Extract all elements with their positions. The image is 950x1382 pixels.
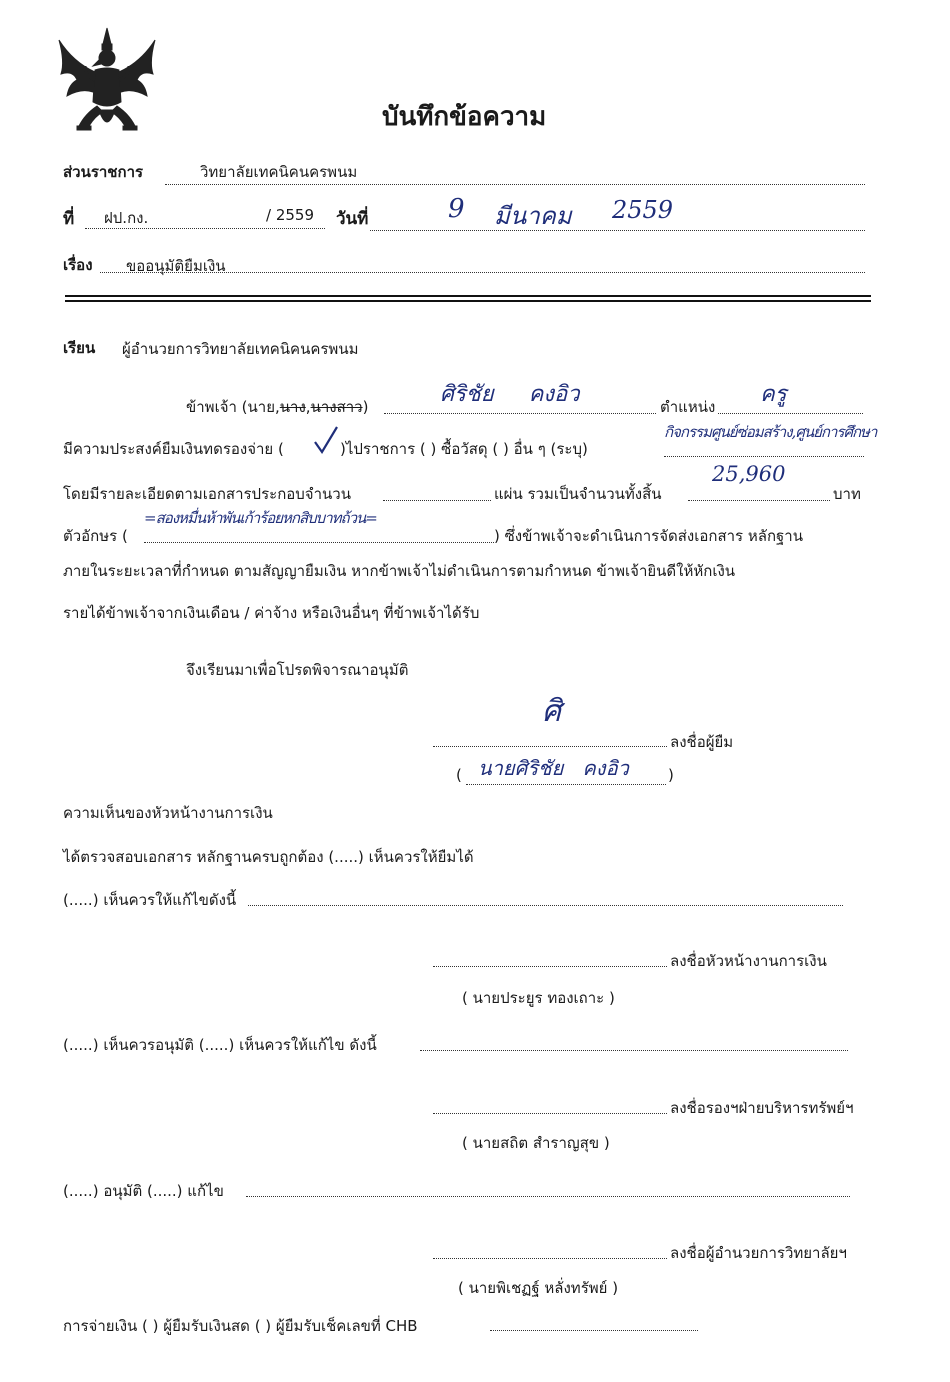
number-value: ฝป.กง. [104, 209, 149, 227]
purpose-line-options: )ไปราชการ ( ) ซื้อวัสดุ ( ) อื่น ๆ (ระบุ) [340, 440, 588, 458]
director-sign-dotted-line [433, 1258, 667, 1259]
borrower-name-close-paren: ) [668, 766, 674, 784]
total-dotted-line [688, 500, 830, 501]
borrower-signature: ศิ [542, 694, 562, 729]
department-dotted-line [165, 184, 865, 185]
borrower-name-open-paren: ( [456, 766, 462, 784]
finance-revise-dotted-line [248, 905, 843, 906]
addressee-value: ผู้อำนวยการวิทยาลัยเทคนิคนครพนม [122, 340, 359, 358]
number-year: / 2559 [266, 206, 314, 224]
date-year-handwritten: 2559 [612, 196, 674, 224]
header-double-rule-bottom [65, 300, 871, 302]
header-double-rule-top [65, 295, 871, 297]
applicant-name-dotted-line [384, 413, 656, 414]
subject-value: ขออนุมัติยืมเงิน [126, 257, 226, 275]
applicant-line [186, 395, 368, 419]
borrower-printed-dotted-line [466, 784, 666, 785]
garuda-emblem-icon [55, 22, 159, 140]
finance-officer-name: ( นายประยูร ทองเถาะ ) [462, 989, 615, 1007]
title-comma: , [305, 398, 311, 416]
borrower-sign-label: ลงชื่อผู้ยืม [670, 733, 734, 751]
terms-line-2: รายได้ข้าพเจ้าจากเงินเดือน / ค่าจ้าง หรือเงินอื่นๆ ที่ข้าพเจ้าได้รับ [63, 604, 480, 622]
amount-handwritten: 25,960 [712, 462, 786, 486]
department-value: วิทยาลัยเทคนิคนครพนม [200, 163, 358, 181]
director-decision-line: (.....) อนุมัติ (.....) แก้ไข [63, 1182, 224, 1200]
date-day-handwritten: 9 [448, 194, 465, 224]
deputy-opinion-dotted-line [420, 1050, 848, 1051]
cheque-number-dotted-line [490, 1330, 698, 1331]
document-count-dotted-line [383, 500, 491, 501]
director-decision-dotted-line [246, 1196, 850, 1197]
purpose-line-prefix: มีความประสงค์ยืมเงินทดรองจ่าย ( [63, 440, 284, 458]
borrower-name-handwritten: ศิริชัย คงอิว [440, 382, 580, 407]
purpose-dotted-line [664, 456, 864, 457]
deputy-sign-dotted-line [433, 1113, 667, 1114]
amount-text-prefix: ตัวอักษร ( [63, 527, 128, 545]
borrower-printed-name-handwritten: นายศิริชัย คงอิว [478, 756, 629, 780]
title-option-nangsao: นางสาว [310, 398, 363, 416]
closing-text: จึงเรียนมาเพื่อโปรดพิจารณาอนุมัติ [186, 661, 409, 679]
date-dotted-line [370, 230, 865, 231]
subject-dotted-line [100, 272, 865, 273]
purpose-handwritten: กิจกรรมศูนย์ซ่อมสร้าง,ศูนย์การศึกษา [664, 423, 877, 441]
title-option-nang: นาง [279, 398, 306, 416]
title-close: ) [362, 398, 369, 416]
deputy-sign-label: ลงชื่อรองฯฝ่ายบริหารทรัพย์ฯ [670, 1099, 854, 1117]
position-handwritten: ครู [760, 382, 787, 407]
position-label: ตำแหน่ง [660, 398, 716, 416]
finance-heading: ความเห็นของหัวหน้างานการเงิน [63, 804, 273, 822]
document-title: บันทึกข้อความ [382, 102, 547, 132]
deputy-name: ( นายสถิต สำราญสุข ) [462, 1134, 610, 1152]
finance-check-line: ได้ตรวจสอบเอกสาร หลักฐานครบถูกต้อง (.....) เห็นควรให้ยืมได้ [63, 848, 474, 866]
number-dotted-line [85, 228, 325, 229]
position-dotted-line [718, 413, 863, 414]
checkmark-icon [312, 424, 340, 456]
director-sign-label: ลงชื่อผู้อำนวยการวิทยาลัยฯ [670, 1244, 847, 1262]
addressee-label: เรียน [63, 339, 96, 357]
amount-text-dotted-line [144, 542, 494, 543]
deputy-opinion-line: (.....) เห็นควรอนุมัติ (.....) เห็นควรให้แก้ไข ดังนี้ [63, 1036, 377, 1054]
applicant-prefix: ข้าพเจ้า (นาย, [186, 398, 280, 416]
terms-line-1: ภายในระยะเวลาที่กำหนด ตามสัญญายืมเงิน หากข้าพเจ้าไม่ดำเนินการตามกำหนด ข้าพเจ้ายินดีให้หักเงิน [63, 562, 736, 580]
finance-sign-dotted-line [433, 966, 667, 967]
finance-sign-label: ลงชื่อหัวหน้างานการเงิน [670, 952, 827, 970]
finance-revise-line: (.....) เห็นควรให้แก้ไขดังนี้ [63, 891, 237, 909]
payment-method-line: การจ่ายเงิน ( ) ผู้ยืมรับเงินสด ( ) ผู้ยืมรับเช็คเลขที่ CHB [63, 1317, 418, 1335]
borrower-sign-dotted-line [433, 746, 667, 747]
document-count-label: โดยมีรายละเอียดตามเอกสารประกอบจำนวน [63, 485, 351, 503]
amount-text-suffix: ) ซึ่งข้าพเจ้าจะดำเนินการจัดส่งเอกสาร หลักฐาน [494, 527, 803, 545]
department-label: ส่วนราชการ [63, 163, 144, 181]
amount-text-handwritten: =สองหมื่นห้าพันเก้าร้อยหกสิบบาทถ้วน= [144, 509, 377, 527]
number-label: ที่ [63, 209, 75, 229]
subject-label: เรื่อง [63, 256, 93, 274]
date-month-handwritten: มีนาคม [494, 202, 572, 230]
total-label: แผ่น รวมเป็นจำนวนทั้งสิ้น [494, 485, 662, 503]
baht-label: บาท [833, 485, 861, 503]
date-label: วันที่ [336, 209, 369, 229]
director-name: ( นายพิเชฏฐ์ หลั่งทรัพย์ ) [458, 1279, 619, 1297]
